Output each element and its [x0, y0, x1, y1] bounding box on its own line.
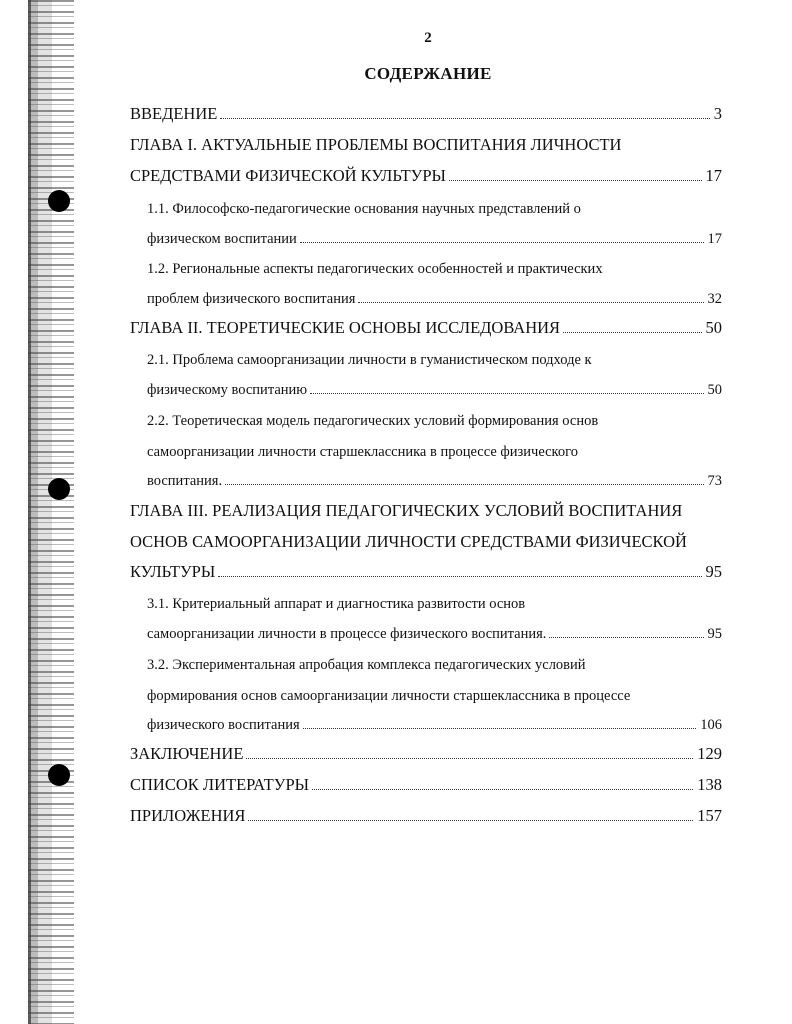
toc-entry-chapter-1-end[interactable] — [130, 162, 722, 186]
toc-entry-text: КУЛЬТУРЫ — [130, 562, 216, 581]
toc-entry-text: СПИСОК ЛИТЕРАТУРЫ — [130, 775, 310, 794]
punch-hole — [48, 764, 70, 786]
dot-leader — [218, 575, 701, 577]
dot-leader — [248, 819, 693, 821]
dot-leader — [312, 788, 693, 790]
toc-entry-section-1-1[interactable] — [147, 194, 722, 218]
toc-entry-section-3-2-cont[interactable] — [147, 681, 722, 705]
toc-page-number: 157 — [697, 806, 722, 825]
toc-entry-text: СРЕДСТВАМИ ФИЗИЧЕСКОЙ КУЛЬТУРЫ — [130, 166, 446, 185]
toc-page-number: 50 — [705, 318, 722, 337]
toc-page-number: 32 — [707, 291, 722, 307]
toc-page-number: 95 — [707, 626, 722, 642]
toc-entry-section-1-2-end[interactable] — [147, 284, 722, 308]
toc-entry-chapter-3-end[interactable] — [130, 558, 722, 582]
toc-page-number: 17 — [705, 166, 722, 185]
toc-entry-section-2-2-cont[interactable] — [147, 437, 722, 461]
toc-entry-text: 3.2. Экспериментальная апробация комплекса педагогических условий — [147, 657, 586, 673]
dot-leader — [246, 757, 693, 759]
toc-entry-chapter-3-cont[interactable] — [130, 528, 722, 552]
toc-entry-section-3-1[interactable] — [147, 589, 722, 613]
toc-entry-text: ОСНОВ САМООРГАНИЗАЦИИ ЛИЧНОСТИ СРЕДСТВАМИ ФИЗИЧЕСКОЙ — [130, 532, 687, 551]
toc-entry-chapter-3[interactable] — [130, 497, 722, 521]
toc-entry-text: 1.2. Региональные аспекты педагогических особенностей и практических — [147, 261, 603, 277]
toc-entry-chapter-2[interactable] — [130, 314, 722, 338]
toc-entry-section-2-1[interactable] — [147, 345, 722, 369]
page-title: СОДЕРЖАНИЕ — [364, 64, 492, 83]
scan-binding-edge — [28, 0, 74, 1024]
dot-leader — [220, 117, 709, 119]
toc-entry-text: 2.1. Проблема самоорганизации личности в гуманистическом подходе к — [147, 352, 592, 368]
toc-entry-section-3-1-end[interactable] — [147, 619, 722, 643]
toc-entry-text: физическому воспитанию — [147, 382, 308, 398]
toc-entry-text: 1.1. Философско-педагогические основания научных представлений о — [147, 201, 581, 217]
toc-entry-text: ЗАКЛЮЧЕНИЕ — [130, 744, 244, 763]
toc-entry-text: 2.2. Теоретическая модель педагогических условий формирования основ — [147, 413, 599, 429]
toc-entry-text: физического воспитания — [147, 717, 300, 733]
toc-page-number: 129 — [697, 744, 722, 763]
toc-entry-text: ГЛАВА I. АКТУАЛЬНЫЕ ПРОБЛЕМЫ ВОСПИТАНИЯ ЛИЧНОСТИ — [130, 135, 622, 154]
dot-leader — [303, 727, 697, 729]
toc-entry-text: воспитания. — [147, 473, 223, 489]
dot-leader — [310, 392, 703, 394]
toc-entry-section-2-2-end[interactable] — [147, 466, 722, 490]
toc-entry-text: ГЛАВА III. РЕАЛИЗАЦИЯ ПЕДАГОГИЧЕСКИХ УСЛОВИЙ ВОСПИТАНИЯ — [130, 501, 683, 520]
toc-entry-text: проблем физического воспитания — [147, 291, 356, 307]
punch-hole — [48, 478, 70, 500]
toc-page-number: 73 — [707, 473, 722, 489]
dot-leader — [549, 636, 703, 638]
dot-leader — [358, 301, 703, 303]
toc-entry-chapter-1[interactable] — [130, 131, 722, 155]
toc-page-number: 138 — [697, 775, 722, 794]
toc-entry-appendices[interactable] — [130, 802, 722, 826]
toc-page-number: 106 — [700, 717, 722, 733]
toc-entry-section-3-2-end[interactable] — [147, 710, 722, 734]
toc-entry-section-2-1-end[interactable] — [147, 375, 722, 399]
punch-hole — [48, 190, 70, 212]
toc-page-number: 95 — [705, 562, 722, 581]
toc-entry-intro[interactable] — [130, 100, 722, 124]
toc-page-number: 17 — [707, 231, 722, 247]
toc-entry-conclusion[interactable] — [130, 740, 722, 764]
toc-entry-text: формирования основ самоорганизации личности старшеклассника в процессе — [147, 688, 631, 704]
toc-entry-section-3-2[interactable] — [147, 650, 722, 674]
toc-entry-text: 3.1. Критериальный аппарат и диагностика развитости основ — [147, 596, 526, 612]
toc-entry-text: ГЛАВА II. ТЕОРЕТИЧЕСКИЕ ОСНОВЫ ИССЛЕДОВАНИЯ — [130, 318, 561, 337]
toc-entry-section-2-2[interactable] — [147, 406, 722, 430]
dot-leader — [300, 241, 704, 243]
toc-entry-text: ПРИЛОЖЕНИЯ — [130, 806, 246, 825]
toc-entry-references[interactable] — [130, 771, 722, 795]
toc-page-number: 50 — [707, 382, 722, 398]
page-number: 2 — [424, 30, 432, 46]
toc-page-number: 3 — [713, 104, 722, 123]
dot-leader — [449, 179, 702, 181]
dot-leader — [563, 331, 701, 333]
dot-leader — [225, 483, 703, 485]
toc-entry-text: самоорганизации личности в процессе физического воспитания. — [147, 626, 547, 642]
toc-entry-section-1-2[interactable] — [147, 254, 722, 278]
toc-entry-text: самоорганизации личности старшеклассника в процессе физического — [147, 444, 578, 460]
toc-entry-section-1-1-end[interactable] — [147, 224, 722, 248]
toc-entry-text: физическом воспитании — [147, 231, 297, 247]
toc-entry-text: ВВЕДЕНИЕ — [130, 104, 218, 123]
